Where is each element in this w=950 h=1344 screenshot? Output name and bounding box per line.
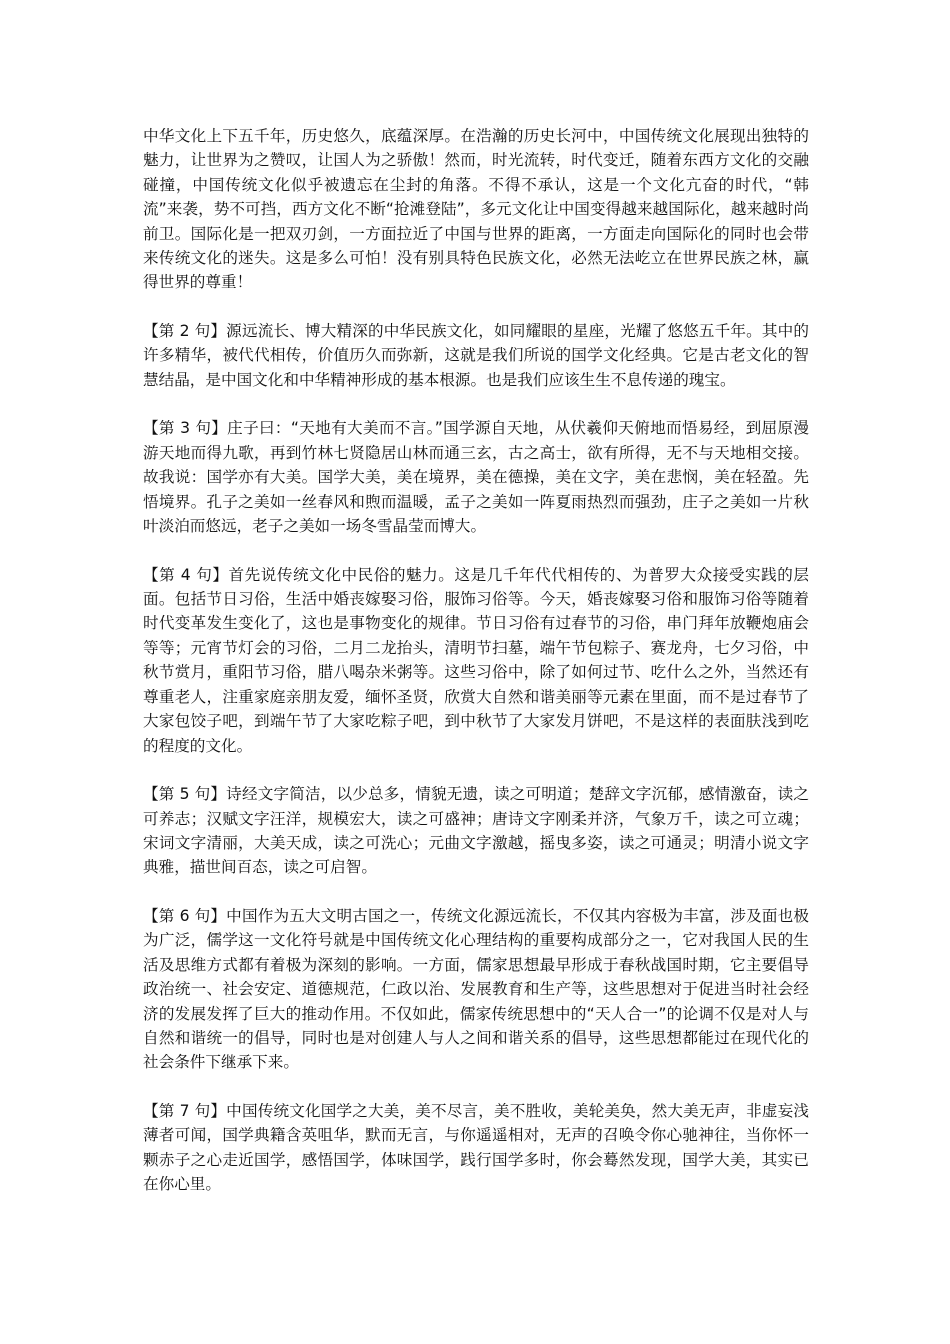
paragraph-sentence-4: 【第 4 句】首先说传统文化中民俗的魅力。这是几千年代代相传的、为普罗大众接受实践的层面。包括节日习俗，生活中婚丧嫁娶习俗，服饰习俗等。今天，婚丧嫁娶习俗和服饰习俗等随着时代变革发生变化了，这也是事物变化的规律。节日习俗有过春节的习俗，串门拜年放鞭炮庙会等等；元宵节灯会的习俗，二月二龙抬头，清明节扫墓，端午节包粽子、赛龙舟，七夕习俗，中秋节赏月，重阳节习俗，腊八喝杂米粥等。这些习俗中，除了如何过节、吃什么之外，当然还有尊重老人，注重家庭亲朋友爱，缅怀圣贤，欣赏大自然和谐美丽等元素在里面，而不是过春节了大家包饺子吧，到端午节了大家吃粽子吧，到中秋节了大家发月饼吧，不是这样的表面肤浅到吃的程度的文化。: [143, 565, 809, 755]
paragraph-sentence-3: 【第 3 句】庄子曰：“天地有大美而不言。”国学源自天地，从伏羲仰天俯地而悟易经，到屈原漫游天地而得九歌，再到竹林七贤隐居山林而通三玄，古之高士，欲有所得，无不与天地相交接。故我说：国学亦有大美。国学大美，美在境界，美在德操，美在文字，美在悲悯，美在轻盈。先悟境界。孔子之美如一丝春风和煦而温暖，孟子之美如一阵夏雨热烈而强劲，庄子之美如一片秋叶淡泊而悠远，老子之美如一场冬雪晶莹而博大。: [143, 419, 809, 536]
document-body: [143, 124, 809, 1221]
paragraph-sentence-5: 【第 5 句】诗经文字简洁，以少总多，情貌无遗，读之可明道；楚辞文字沉郁，感情激奋，读之可养志；汉赋文字汪洋，规模宏大，读之可盛神；唐诗文字刚柔并济，气象万千，读之可立魂；宋词文字清丽，大美天成，读之可洗心；元曲文字激越，摇曳多姿，读之可通灵；明清小说文字典雅，描世间百态，读之可启智。: [143, 785, 809, 877]
paragraph-sentence-7: 【第 7 句】中国传统文化国学之大美，美不尽言，美不胜收，美轮美奂，然大美无声，非虚妄浅薄者可闻，国学典籍含英咀华，默而无言，与你遥遥相对，无声的召唤令你心驰神往，当你怀一颗赤子之心走近国学，感悟国学，体味国学，践行国学多时，你会蓦然发现，国学大美，其实已在你心里。: [143, 1101, 809, 1194]
paragraph-sentence-2: 【第 2 句】源远流长、博大精深的中华民族文化，如同耀眼的星座，光耀了悠悠五千年。其中的许多精华，被代代相传，价值历久而弥新，这就是我们所说的国学文化经典。它是古老文化的智慧结晶，是中国文化和中华精神形成的基本根源。也是我们应该生生不息传递的瑰宝。: [143, 322, 809, 389]
paragraph-intro: 中华文化上下五千年，历史悠久，底蕴深厚。在浩瀚的历史长河中，中国传统文化展现出独特的魅力，让世界为之赞叹，让国人为之骄傲！然而，时光流转，时代变迁，随着东西方文化的交融碰撞，中国传统文化似乎被遗忘在尘封的角落。不得不承认，这是一个文化亢奋的时代，“韩流”来袭，势不可挡，西方文化不断“抢滩登陆”，多元文化让中国变得越来越国际化，越来越时尚前卫。国际化是一把双刃剑，一方面拉近了中国与世界的距离，一方面走向国际化的同时也会带来传统文化的迷失。这是多么可怕！没有别具特色民族文化，必然无法屹立在世界民族之林，赢得世界的尊重！: [143, 127, 809, 292]
paragraph-sentence-6: 【第 6 句】中国作为五大文明古国之一，传统文化源远流长，不仅其内容极为丰富，涉及面也极为广泛，儒学这一文化符号就是中国传统文化心理结构的重要构成部分之一，它对我国人民的生活及思维方式都有着极为深刻的影响。一方面，儒家思想最早形成于春秋战国时期，它主要倡导政治统一、社会安定、道德规范，仁政以治、发展教育和生产等，这些思想对于促进当时社会经济的发展发挥了巨大的推动作用。不仅如此，儒家传统思想中的“天人合一”的论调不仅是对人与自然和谐统一的倡导，同时也是对创建人与人之间和谐关系的倡导，这些思想都能过在现代化的社会条件下继承下来。: [143, 906, 809, 1072]
